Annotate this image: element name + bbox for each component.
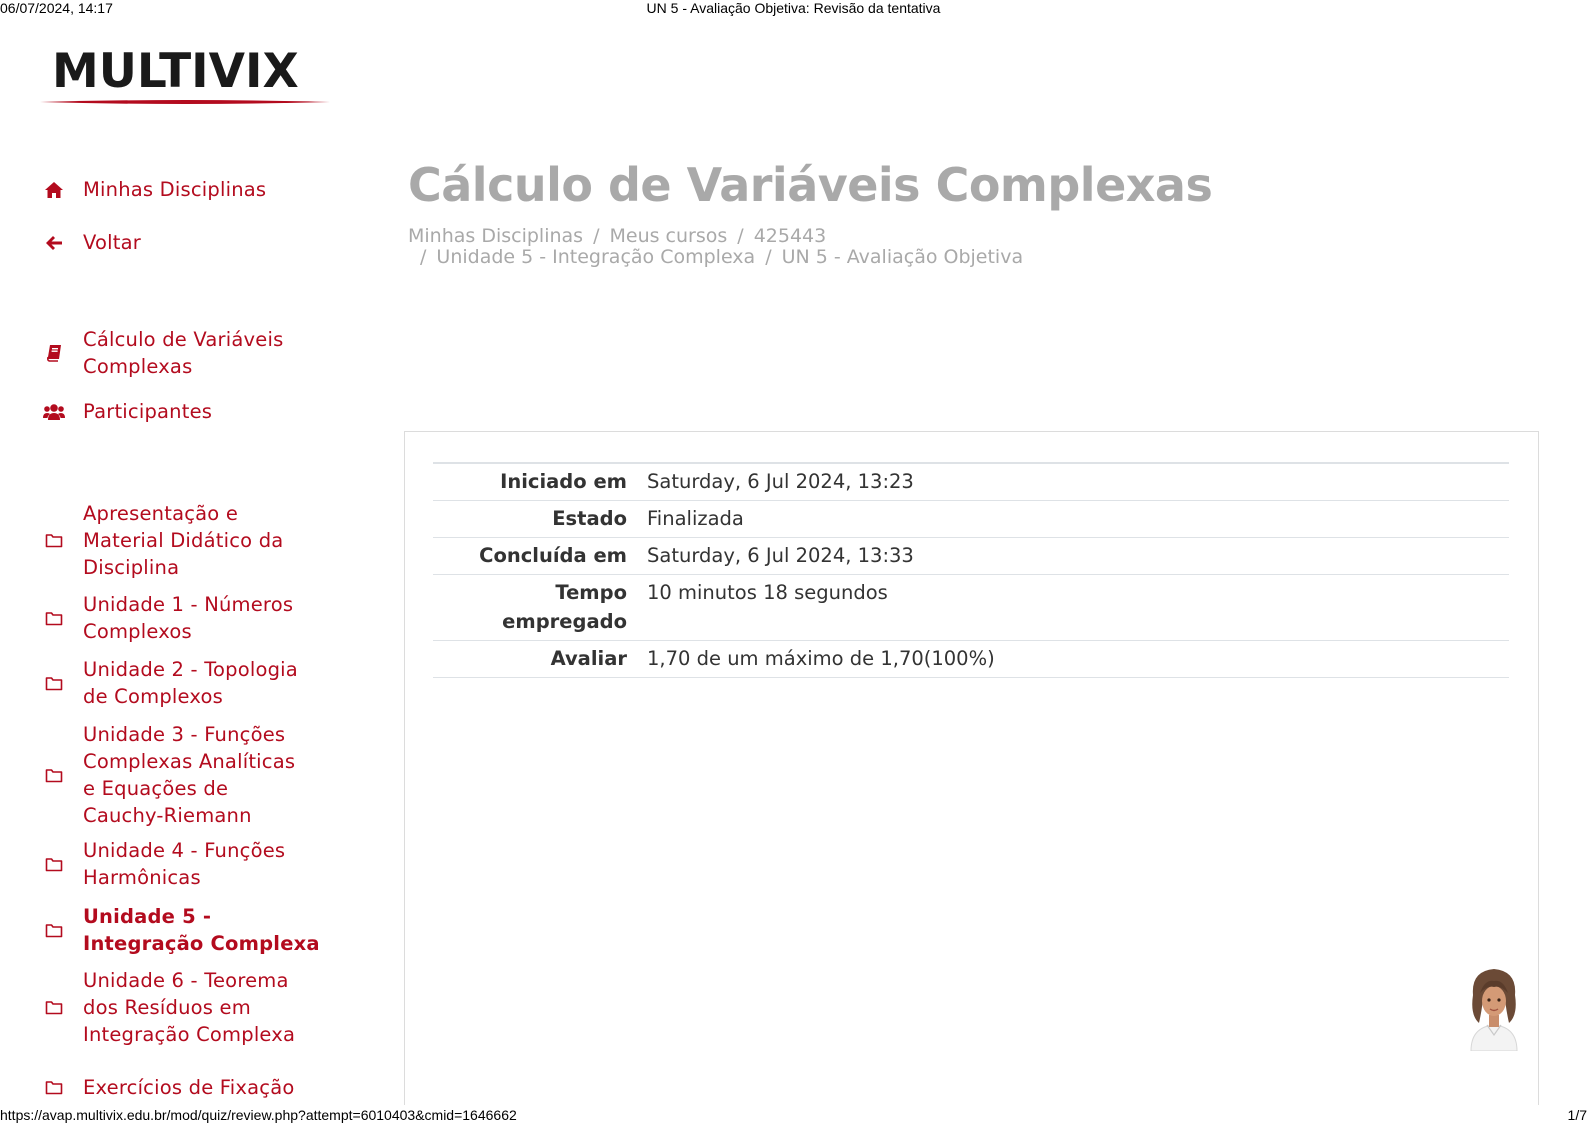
summary-value: 1,70 de um máximo de 1,70(100%) (647, 647, 995, 670)
users-icon (40, 403, 68, 421)
breadcrumb-link-meus-cursos[interactable]: Meus cursos (609, 225, 728, 247)
print-header (0, 0, 1587, 18)
folder-icon (40, 768, 68, 783)
sidebar-item-course[interactable] (40, 326, 340, 380)
book-icon (40, 344, 68, 362)
breadcrumb-link-minhas-disciplinas[interactable]: Minhas Disciplinas (408, 225, 584, 247)
home-icon (40, 181, 68, 199)
attempt-summary-table (433, 462, 1509, 678)
sidebar-item-label: Unidade 1 - Números Complexos (83, 593, 294, 643)
sidebar-item-unidade-6[interactable] (40, 967, 340, 1048)
multivix-logo[interactable] (40, 46, 330, 108)
sidebar-item-label: Unidade 2 - Topologia de Complexos (83, 658, 298, 708)
quiz-review-card (404, 431, 1539, 1111)
sidebar-item-unidade-2[interactable] (40, 656, 340, 710)
folder-icon (40, 857, 68, 872)
summary-label: Tempo empregado (502, 581, 627, 633)
logo-text: MULTIVIX (52, 44, 299, 99)
sidebar-item-label: Unidade 6 - Teorema dos Resíduos em Integração Complexa (83, 969, 296, 1046)
folder-icon (40, 1000, 68, 1015)
sidebar-item-minhas-disciplinas[interactable] (40, 176, 340, 203)
sidebar-item-label: Unidade 5 - Integração Complexa (83, 905, 320, 955)
breadcrumb-link-unidade-5[interactable]: Unidade 5 - Integração Complexa (436, 246, 756, 268)
assistant-avatar-button[interactable] (1465, 965, 1523, 1051)
sidebar-item-apresentacao[interactable] (40, 500, 340, 581)
summary-label: Estado (552, 507, 627, 530)
print-footer (0, 1105, 1587, 1129)
sidebar-item-label: Unidade 4 - Funções Harmônicas (83, 839, 286, 889)
sidebar-item-unidade-4[interactable] (40, 837, 340, 891)
print-url: https://avap.multivix.edu.br/mod/quiz/review.php?attempt=6010403&cmid=1646662 (0, 1107, 517, 1123)
table-row (433, 463, 1509, 501)
table-row (433, 575, 1509, 641)
sidebar-item-label: Unidade 3 - Funções Complexas Analíticas e Equações de Cauchy-Riemann (83, 723, 296, 827)
breadcrumb-separator: / (765, 246, 772, 268)
sidebar-item-label: Voltar (83, 231, 141, 254)
folder-icon (40, 923, 68, 938)
sidebar-item-participantes[interactable] (40, 398, 340, 425)
table-row (433, 501, 1509, 538)
folder-icon (40, 1080, 68, 1095)
sidebar-item-label: Cálculo de Variáveis Complexas (83, 328, 284, 378)
print-page-number: 1/7 (1567, 1107, 1587, 1123)
summary-value: Finalizada (647, 507, 744, 530)
assistant-avatar-icon (1465, 965, 1523, 1051)
sidebar-item-unidade-3[interactable] (40, 721, 340, 829)
summary-value: Saturday, 6 Jul 2024, 13:23 (647, 470, 914, 493)
breadcrumb-separator: / (593, 225, 600, 247)
folder-icon (40, 533, 68, 548)
sidebar-item-exercicios[interactable] (40, 1074, 340, 1101)
sidebar-item-unidade-5[interactable] (40, 903, 340, 957)
breadcrumb-separator: / (737, 225, 744, 247)
breadcrumb (408, 226, 1023, 268)
summary-label: Iniciado em (500, 470, 627, 493)
sidebar-item-label: Participantes (83, 400, 213, 423)
table-row (433, 538, 1509, 575)
print-datetime: 06/07/2024, 14:17 (0, 0, 113, 16)
sidebar-item-label: Minhas Disciplinas (83, 178, 267, 201)
sidebar-item-label: Apresentação e Material Didático da Disciplina (83, 502, 284, 579)
print-page-title: UN 5 - Avaliação Objetiva: Revisão da tentativa (646, 0, 941, 16)
table-row (433, 641, 1509, 678)
breadcrumb-link-avaliacao[interactable]: UN 5 - Avaliação Objetiva (781, 246, 1024, 268)
summary-label: Concluída em (479, 544, 627, 567)
sidebar-item-unidade-1[interactable] (40, 591, 340, 645)
summary-value: 10 minutos 18 segundos (647, 581, 888, 604)
breadcrumb-link-course-id[interactable]: 425443 (753, 225, 827, 247)
folder-icon (40, 611, 68, 626)
page-title: Cálculo de Variáveis Complexas (408, 158, 1213, 212)
breadcrumb-separator: / (420, 246, 427, 268)
summary-label: Avaliar (550, 647, 627, 670)
arrow-left-icon (40, 235, 68, 251)
sidebar-item-voltar[interactable] (40, 229, 340, 256)
sidebar-item-label: Exercícios de Fixação (83, 1076, 295, 1099)
summary-value: Saturday, 6 Jul 2024, 13:33 (647, 544, 914, 567)
folder-icon (40, 676, 68, 691)
logo-underline (40, 98, 330, 106)
